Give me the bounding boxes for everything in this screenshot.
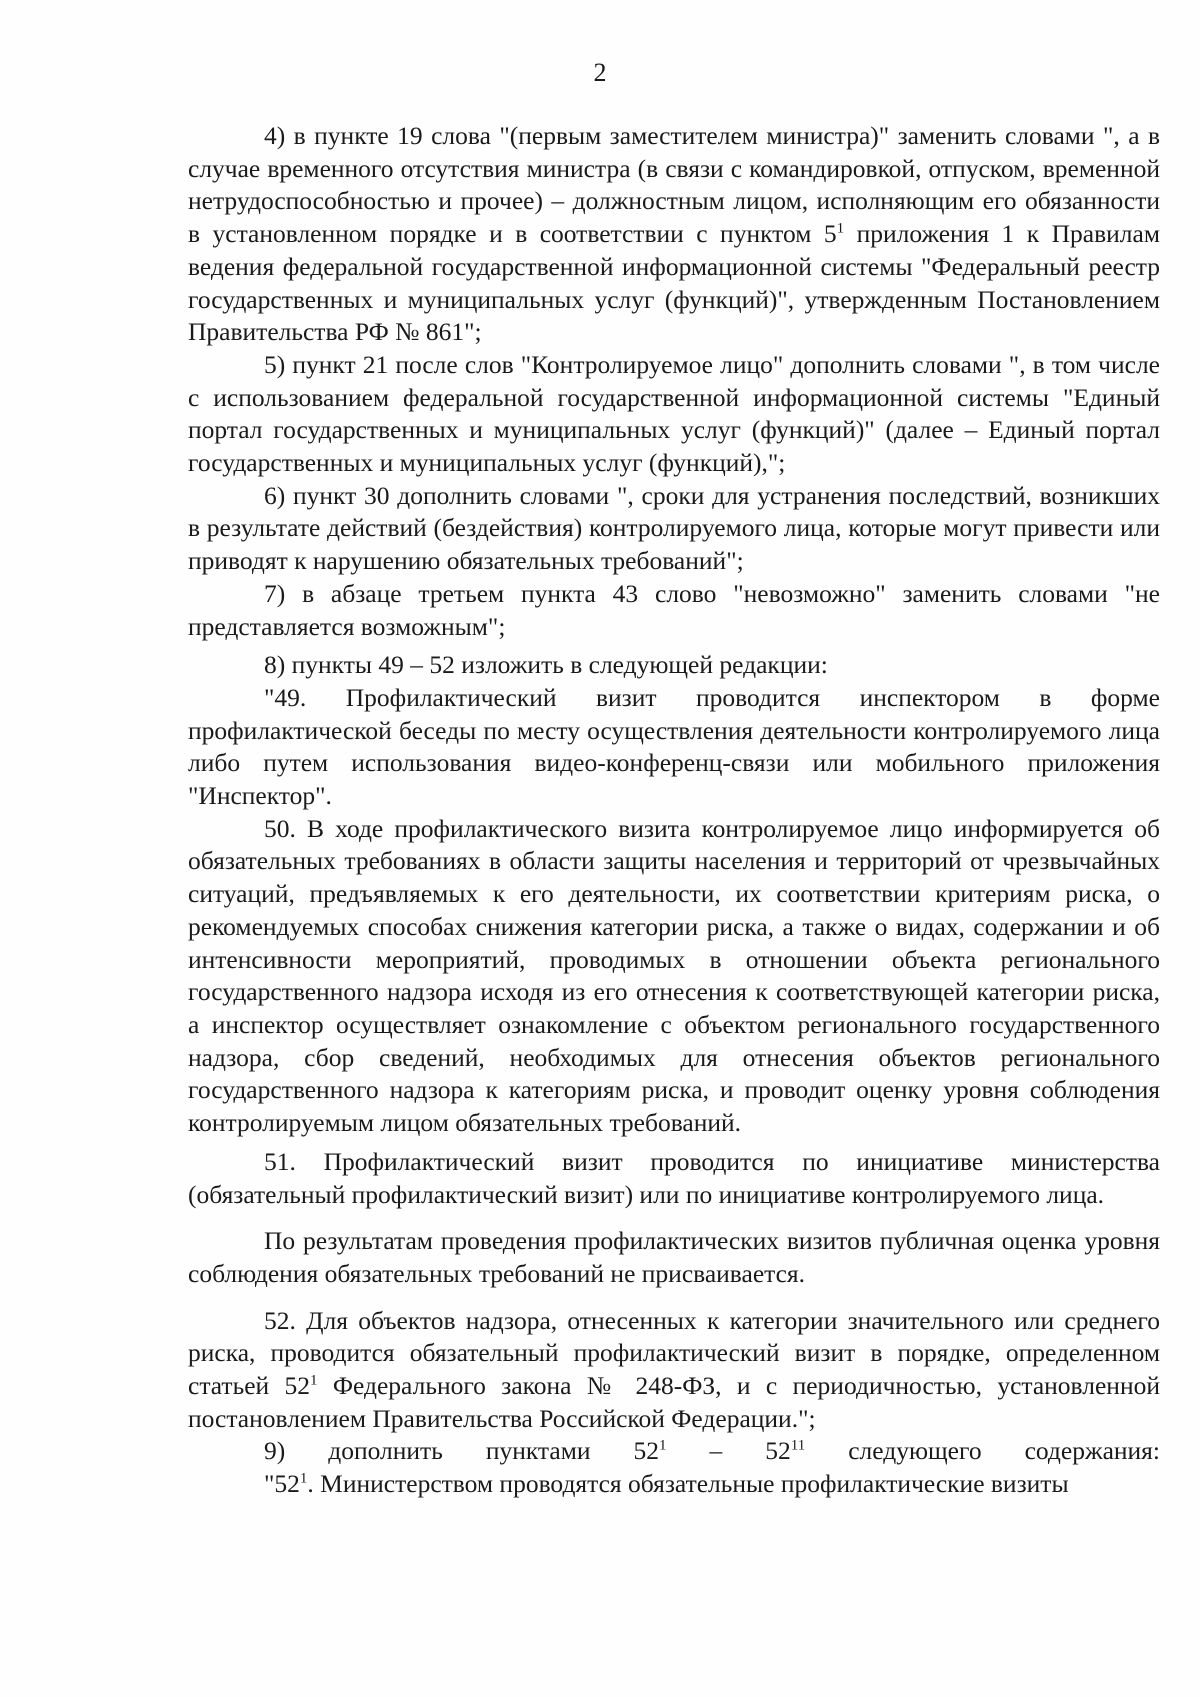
paragraph-point-52-1 bbox=[188, 1468, 1160, 1501]
paragraph-text: 4) в пункте 19 слова "(первым заместителем министра)" заменить словами ", а в случае временного отсутствия министра (в связи с командировкой, отпуском, временной нетрудоспособностью и прочее) – должностным лицом, исполняющим его обязанности в установленном порядке и в соответствии с пунктом 5 bbox=[188, 121, 1160, 249]
page-number: 2 bbox=[593, 58, 607, 87]
document-body bbox=[188, 120, 1160, 1501]
paragraph-point-49: "49. Профилактический визит проводится инспектором в форме профилактической беседы по месту осуществления деятельности контролируемого лица либо путем использования видео-конференц-связи или мобильного приложения "Инспектор". bbox=[188, 682, 1160, 811]
paragraph-text-tail: приложения 1 к Правилам ведения федеральной государственной информационной системы "Федеральный реестр государственных и муниципальных услуг (функций)", утвержденным Постановлением Правительства РФ № 861"; bbox=[188, 219, 1160, 347]
paragraph-item-9 bbox=[188, 1435, 1160, 1468]
paragraph-item-7: 7) в абзаце третьем пункта 43 слово "невозможно" заменить словами "не представляется возможным"; bbox=[188, 578, 1160, 641]
superscript: 1 bbox=[299, 1470, 308, 1487]
paragraph-text: 52. Для объектов надзора, отнесенных к категории значительного или среднего риска, проводится обязательный профилактический визит в порядке, определенном статьей 52 bbox=[188, 1305, 1160, 1401]
paragraph-text-mid: – 52 bbox=[666, 1436, 791, 1466]
paragraph-item-5: 5) пункт 21 после слов "Контролируемое лицо" дополнить словами ", в том числе с использованием федеральной государственной информационной системы "Единый портал государственных и муниципальных услуг (функций)" (далее – Единый портал государственных и муниципальных услуг (функций),"; bbox=[188, 349, 1160, 478]
superscript: 1 bbox=[659, 1437, 667, 1454]
paragraph-point-52 bbox=[188, 1305, 1160, 1436]
superscript: 1 bbox=[310, 1372, 318, 1389]
paragraph-results: По результатам проведения профилактических визитов публичная оценка уровня соблюдения обязательных требований не присваивается. bbox=[188, 1226, 1160, 1288]
paragraph-text-tail: следующего содержания: bbox=[805, 1436, 1160, 1466]
paragraph-text-tail: . Министерством проводятся обязательные профилактические визиты bbox=[307, 1469, 1069, 1499]
paragraph-text: 9) дополнить пунктами 52 bbox=[264, 1436, 659, 1466]
paragraph-item-4 bbox=[188, 120, 1160, 349]
superscript: 1 bbox=[836, 220, 845, 237]
paragraph-item-8: 8) пункты 49 – 52 изложить в следующей редакции: bbox=[264, 650, 828, 680]
superscript: 11 bbox=[790, 1437, 806, 1454]
paragraph-point-51: 51. Профилактический визит проводится по инициативе министерства (обязательный профилактический визит) или по инициативе контролируемого лица. bbox=[188, 1146, 1160, 1209]
paragraph-item-6: 6) пункт 30 дополнить словами ", сроки для устранения последствий, возникших в результате действий (бездействия) контролируемого лица, которые могут привести или приводят к нарушению обязательных требований"; bbox=[188, 480, 1160, 576]
paragraph-text: "52 bbox=[264, 1469, 300, 1499]
paragraph-point-50: 50. В ходе профилактического визита контролируемое лицо информируется об обязательных требованиях в области защиты населения и территорий от чрезвычайных ситуаций, предъявляемых к его деятельности, их соответствии критериям риска, о рекомендуемых способах снижения категории риска, а также о видах, содержании и об интенсивности мероприятий, проводимых в отношении объекта регионального государственного надзора исходя из его отнесения к соответствующей категории риска, а инспектор осуществляет ознакомление с объектом регионального государственного надзора, сбор сведений, необходимых для отнесения объектов регионального государственного надзора к категориям риска, и проводит оценку уровня соблюдения контролируемым лицом обязательных требований. bbox=[188, 813, 1160, 1138]
paragraph-text-tail: Федерального закона № 248-ФЗ, и с периодичностью, установленной постановлением Правительства Российской Федерации."; bbox=[188, 1371, 1160, 1433]
